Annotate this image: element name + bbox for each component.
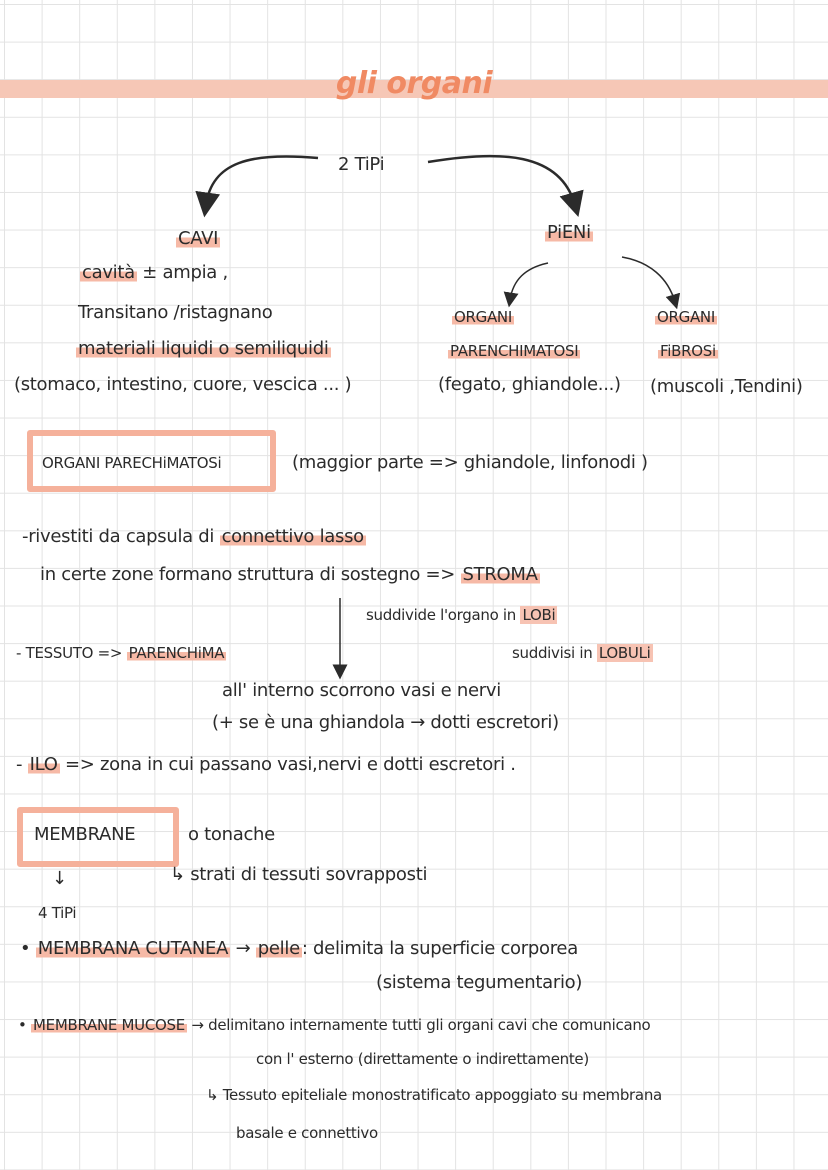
cavi-line2: Transitano /ristagnano <box>78 302 273 323</box>
bullet-membrana-cutanea: • MEMBRANA CUTANEA → pelle : delimita la superficie corporea <box>20 938 578 959</box>
parenchimatosi-line6: (+ se è una ghiandola → dotti escretori) <box>212 712 559 733</box>
parenchimatosi-line2: in certe zone formano struttura di sostegno => STROMA <box>40 564 538 585</box>
bullet-membrane-mucose: • MEMBRANE MUCOSE → delimitano internamente tutti gli organi cavi che comunicano <box>18 1016 651 1034</box>
cutanea-detail: (sistema tegumentario) <box>376 972 583 993</box>
cavi-line3: materiali liquidi o semiliquidi <box>78 338 329 359</box>
arrow-to-cavi <box>206 156 318 205</box>
tipi-label: 2 TiPi <box>338 154 385 175</box>
arrow-to-pieni <box>428 156 575 205</box>
fibrosi-label-1: ORGANI <box>657 308 715 326</box>
fibrosi-label-2: FiBROSi <box>660 342 716 360</box>
parenchimatosi-line1: -rivestiti da capsula di connettivo lasso <box>22 526 364 547</box>
parenchimatosi-label-2: PARENCHIMATOSI <box>450 342 579 360</box>
membrane-down-arrow: ↓ <box>52 868 67 889</box>
parenchimatosi-line3: suddivide l'organo in LOBi <box>366 606 556 624</box>
parenchimatosi-line5: all' interno scorrono vasi e nervi <box>222 680 501 701</box>
parenchimatosi-examples: (fegato, ghiandole...) <box>438 374 621 395</box>
mucose-detail-2: ↳ Tessuto epiteliale monostratificato appoggiato su membrana <box>206 1086 662 1104</box>
membrane-subtitle: o tonache <box>188 824 275 845</box>
membrane-section-title: MEMBRANE <box>34 824 136 845</box>
parenchimatosi-label-1: ORGANI <box>454 308 512 326</box>
membrane-note: ↳ strati di tessuti sovrapposti <box>170 864 428 885</box>
parenchimatosi-line4: - TESSUTO => PARENCHiMA <box>16 644 225 662</box>
cavi-heading: CAVI <box>178 228 219 249</box>
membrane-count: 4 TiPi <box>38 904 77 922</box>
parenchimatosi-section-note: (maggior parte => ghiandole, linfonodi ) <box>292 452 648 473</box>
cavi-line1: cavità ± ampia , <box>82 262 228 283</box>
mucose-detail-3: basale e connettivo <box>236 1124 378 1142</box>
pieni-heading: PiENi <box>547 222 591 243</box>
parenchimatosi-line7: - ILO => zona in cui passano vasi,nervi e dotti escretori . <box>16 754 516 775</box>
cavi-examples: (stomaco, intestino, cuore, vescica ... ) <box>14 374 352 395</box>
page-title: gli organi <box>335 66 493 101</box>
parenchimatosi-line4-right: suddivisi in LOBULi <box>512 644 651 662</box>
parenchimatosi-section-title: ORGANI PARECHiMATOSi <box>42 454 222 472</box>
arrow-to-fibrosi <box>622 257 675 302</box>
fibrosi-examples: (muscoli ,Tendini) <box>650 376 803 397</box>
mucose-detail-1: con l' esterno (direttamente o indirettamente) <box>256 1050 589 1068</box>
arrow-to-parenchimatosi <box>510 263 548 300</box>
